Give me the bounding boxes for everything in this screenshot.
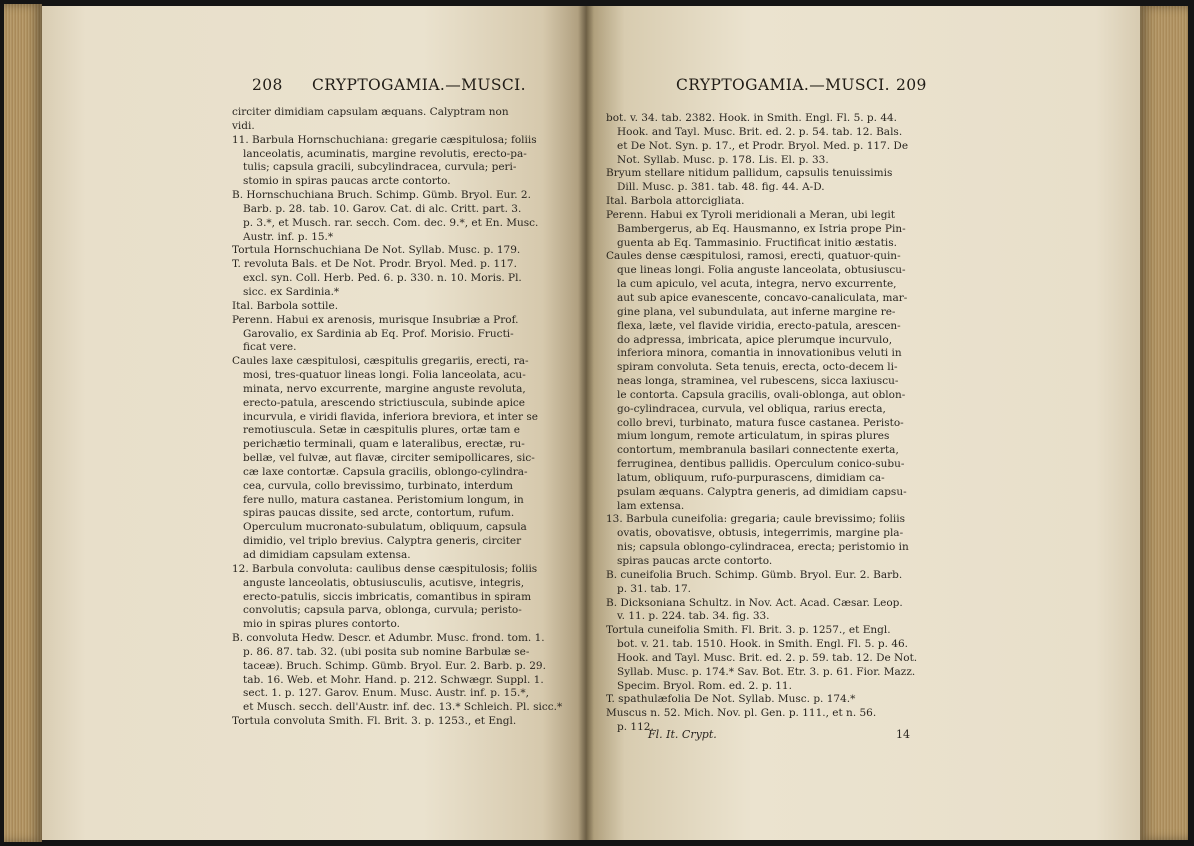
text-line: Garovalio, ex Sardinia ab Eq. Prof. Morisio. Fructi- (243, 327, 514, 340)
text-line: p. 112. (617, 721, 654, 734)
text-line: lanceolatis, acuminatis, margine revolutis, erecto-pa- (243, 147, 527, 160)
text-line: excl. syn. Coll. Herb. Ped. 6. p. 330. n. 10. Moris. Pl. (243, 272, 522, 285)
text-line: Operculum mucronato-subulatum, obliquum, capsula (243, 521, 527, 534)
text-line: inferiora minora, comantia in innovationibus veluti in (617, 347, 902, 360)
text-line: Hook. and Tayl. Musc. Brit. ed. 2. p. 59. tab. 12. De Not. (617, 651, 918, 664)
left-page (42, 6, 586, 840)
right-page (586, 6, 1140, 840)
text-line: guenta ab Eq. Tammasinio. Fructificat initio æstatis. (617, 236, 897, 249)
text-line: bot. v. 34. tab. 2382. Hook. in Smith. Engl. Fl. 5. p. 44. (606, 112, 898, 124)
right-page-text (606, 112, 956, 735)
text-line: ficat vere. (243, 341, 297, 354)
text-line: Perenn. Habui ex arenosis, murisque Insubriæ a Prof. (232, 313, 519, 326)
text-line: stomio in spiras paucas arcte contorto. (243, 175, 451, 188)
text-line: Austr. inf. p. 15.* (243, 230, 334, 243)
text-line: et De Not. Syn. p. 17., et Prodr. Bryol. Med. p. 117. De (617, 139, 909, 152)
text-line: tab. 16. Web. et Mohr. Hand. p. 212. Schwægr. Suppl. 1. (243, 673, 544, 686)
text-line: lam extensa. (617, 499, 685, 512)
left-page-number: 208 (252, 76, 283, 94)
text-line: sect. 1. p. 127. Garov. Enum. Musc. Austr. inf. p. 15.*, (243, 687, 529, 700)
text-line: Hook. and Tayl. Musc. Brit. ed. 2. p. 54. tab. 12. Bals. (617, 125, 903, 138)
text-line: Bambergerus, ab Eq. Hausmanno, ex Istria prope Pin- (617, 222, 906, 235)
text-line: Tortula Hornschuchiana De Not. Syllab. Musc. p. 179. (232, 244, 521, 257)
text-line: T. spathulæfolia De Not. Syllab. Musc. p. 174.* (606, 693, 856, 706)
text-line: Tortula convoluta Smith. Fl. Brit. 3. p. 1253., et Engl. (232, 715, 517, 728)
text-line: gine plana, vel subundulata, aut inferne margine re- (617, 305, 896, 318)
signature-mark: 14 (896, 728, 910, 741)
text-line: anguste lanceolatis, obtusiusculis, acutisve, integris, (243, 576, 525, 589)
text-line: fere nullo, matura castanea. Peristomium longum, in (243, 493, 524, 506)
text-line: ad dimidiam capsulam extensa. (243, 549, 411, 561)
text-line: v. 11. p. 224. tab. 34. fig. 33. (617, 610, 770, 623)
text-line: Caules dense cæspitulosi, ramosi, erecti, quatuor-quin- (606, 250, 901, 263)
text-line: Caules laxe cæspitulosi, cæspitulis gregariis, erecti, ra- (232, 355, 529, 368)
text-line: cæ laxe contortæ. Capsula gracilis, oblongo-cylindra- (243, 465, 528, 478)
text-line: neas longa, straminea, vel rubescens, sicca laxiuscu- (617, 375, 899, 388)
text-line: ovatis, obovatisve, obtusis, integerrimis, margine pla- (617, 527, 904, 540)
text-line: Bryum stellare nitidum pallidum, capsulis tenuissimis (606, 167, 893, 180)
text-line: et Musch. secch. dell'Austr. inf. dec. 13.* Schleich. Pl. sicc.* (243, 701, 563, 714)
text-line: Ital. Barbola attorcigliata. (606, 195, 745, 208)
text-line: Ital. Barbola sottile. (232, 299, 339, 312)
right-page-number: 209 (896, 76, 927, 94)
text-line: erecto-patula, arescendo strictiuscula, subinde apice (243, 396, 526, 409)
text-line: Not. Syllab. Musc. p. 178. Lis. El. p. 33. (617, 153, 829, 166)
text-line: mium longum, remote articulatum, in spiras plures (617, 430, 890, 443)
text-line: p. 3.*, et Musch. rar. secch. Com. dec. 9.*, et En. Musc. (243, 216, 539, 229)
text-line: p. 31. tab. 17. (617, 582, 692, 595)
text-line: 12. Barbula convoluta: caulibus dense cæspitulosis; foliis (232, 562, 538, 575)
text-line: perichætio terminali, quam e lateralibus, erectæ, ru- (243, 438, 525, 451)
text-line: collo brevi, turbinato, matura fusce castanea. Peristo- (617, 416, 904, 429)
text-line: nis; capsula oblongo-cylindracea, erecta; peristomio in (617, 541, 909, 554)
text-line: T. revoluta Bals. et De Not. Prodr. Bryol. Med. p. 117. (232, 258, 517, 271)
text-line: go-cylindracea, curvula, vel obliqua, rarius erecta, (617, 402, 886, 415)
text-line: ferruginea, dentibus pallidis. Operculum conico-subu- (617, 458, 905, 471)
text-line: B. Dicksoniana Schultz. in Nov. Act. Acad. Cæsar. Leop. (606, 596, 903, 609)
left-page-edges (4, 4, 42, 842)
text-line: Perenn. Habui ex Tyroli meridionali a Meran, ubi legit (606, 208, 895, 221)
text-line: Dill. Musc. p. 381. tab. 48. fig. 44. A-D. (617, 181, 825, 194)
text-line: mio in spiras plures contorto. (243, 618, 400, 631)
text-line: minata, nervo excurrente, margine anguste revoluta, (243, 382, 526, 395)
text-line: aut sub apice evanescente, concavo-canaliculata, mar- (617, 291, 908, 304)
text-line: spiram convoluta. Seta tenuis, erecta, octo-decem li- (617, 361, 898, 374)
text-line: Specim. Bryol. Rom. ed. 2. p. 11. (617, 679, 792, 692)
text-line: 13. Barbula cuneifolia: gregaria; caule brevissimo; foliis (606, 513, 905, 526)
text-line: taceæ). Bruch. Schimp. Gümb. Bryol. Eur. 2. Barb. p. 29. (243, 659, 546, 672)
text-line: bellæ, vel fulvæ, aut flavæ, circiter semipollicares, sic- (243, 452, 535, 465)
text-line: spiras paucas arcte contorto. (617, 555, 773, 567)
text-line: dimidio, vel triplo brevius. Calyptra generis, circiter (243, 535, 522, 548)
text-line: p. 86. 87. tab. 32. (ubi posita sub nomine Barbulæ se- (243, 645, 530, 658)
text-line: Tortula cuneifolia Smith. Fl. Brit. 3. p. 1257., et Engl. (606, 624, 891, 637)
left-running-head: CRYPTOGAMIA.—MUSCI. (312, 76, 527, 94)
text-line: la cum apiculo, vel acuta, integra, nervo excurrente, (617, 278, 897, 291)
text-line: le contorta. Capsula gracilis, ovali-oblonga, aut oblon- (617, 388, 906, 401)
text-line: psulam æquans. Calyptra generis, ad dimidiam capsu- (617, 485, 907, 498)
text-line: contortum, membranula basilari connectente exerta, (617, 444, 899, 457)
text-line: circiter dimidiam capsulam æquans. Calyptram non (232, 106, 509, 118)
text-line: vidi. (232, 119, 255, 132)
text-line: mosi, tres-quatuor lineas longi. Folia lanceolata, acu- (243, 369, 526, 382)
text-line: Muscus n. 52. Mich. Nov. pl. Gen. p. 111., et n. 56. (606, 707, 877, 720)
text-line: spiras paucas dissite, sed arcte, contortum, rufum. (243, 507, 515, 520)
text-line: convolutis; capsula parva, oblonga, curvula; peristo- (243, 604, 522, 617)
left-page-text (232, 106, 592, 729)
text-line: incurvula, e viridi flavida, inferiora breviora, et inter se (243, 410, 538, 423)
text-line: B. cuneifolia Bruch. Schimp. Gümb. Bryol. Eur. 2. Barb. (606, 568, 903, 581)
text-line: bot. v. 21. tab. 1510. Hook. in Smith. Engl. Fl. 5. p. 46. (617, 638, 909, 651)
text-line: tulis; capsula gracili, subcylindracea, curvula; peri- (243, 161, 517, 174)
right-running-head: CRYPTOGAMIA.—MUSCI. (676, 76, 891, 94)
text-line: Syllab. Musc. p. 174.* Sav. Bot. Etr. 3. p. 61. Fior. Mazz. (617, 665, 916, 678)
text-line: cea, curvula, collo brevissimo, turbinato, interdum (243, 479, 513, 492)
right-page-edges (1140, 6, 1188, 840)
book-gutter (578, 6, 594, 840)
text-line: flexa, læte, vel flavide viridia, erecto-patula, arescen- (617, 319, 901, 332)
text-line: latum, obliquum, rufo-purpurascens, dimidiam ca- (617, 471, 885, 484)
page-footer: Fl. It. Crypt. (648, 728, 717, 741)
text-line: Barb. p. 28. tab. 10. Garov. Cat. di alc. Critt. part. 3. (243, 202, 522, 215)
text-line: do adpressa, imbricata, apice plerumque incurvulo, (617, 333, 893, 346)
text-line: que lineas longi. Folia anguste lanceolata, obtusiuscu- (617, 264, 906, 277)
text-line: erecto-patulis, siccis imbricatis, comantibus in spiram (243, 590, 532, 603)
text-line: remotiuscula. Setæ in cæspitulis plures, ortæ tam e (243, 424, 521, 437)
text-line: sicc. ex Sardinia.* (243, 285, 340, 298)
text-line: B. Hornschuchiana Bruch. Schimp. Gümb. Bryol. Eur. 2. (232, 189, 531, 202)
text-line: 11. Barbula Hornschuchiana: gregarie cæspitulosa; foliis (232, 133, 537, 146)
text-line: B. convoluta Hedw. Descr. et Adumbr. Musc. frond. tom. 1. (232, 632, 545, 645)
